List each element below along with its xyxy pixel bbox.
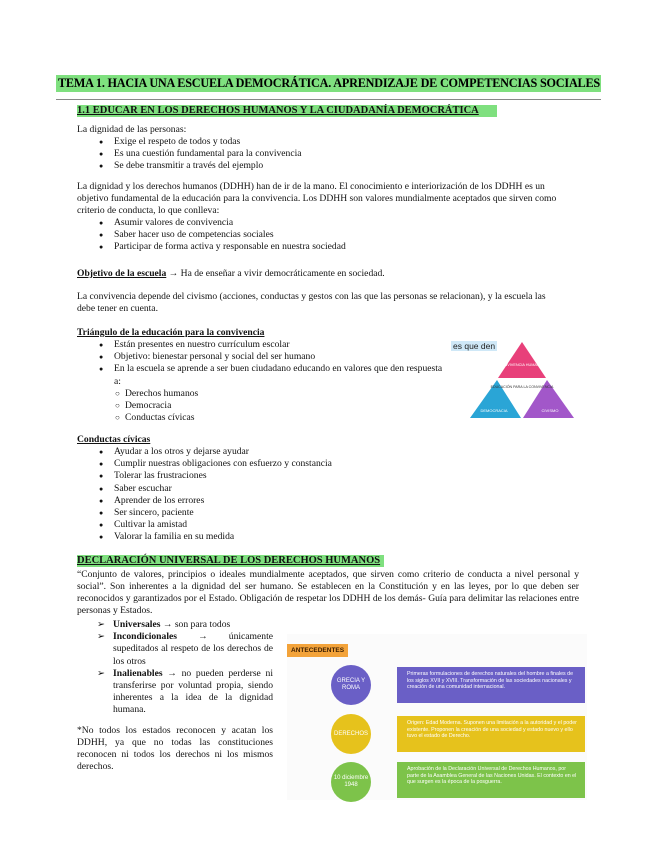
list-item: ○ Derechos humanos [115, 388, 447, 400]
list-item: ○ Conductas cívicas [115, 412, 447, 424]
list-item: ● Cumplir nuestras obligaciones con esfuerzo y constancia [99, 458, 477, 470]
list-item: ● Cultivar la amistad [99, 519, 477, 531]
convivencia-text: La convivencia depende del civismo (acciones, conductas y gestos con las que las personas se relacionan), y la escuela las debe tener en cuenta. [77, 291, 546, 314]
dignidad-block [77, 124, 577, 173]
timeline-box-derechos: Origen: Edad Moderna. Suponen una limitación a la autoridad y el poder existente. Proponen la creación de una sociedad y estado nuevo y ello tuvo el estado de Derecho. [397, 716, 585, 752]
list-item: ● Es una cuestión fundamental para la convivencia [99, 148, 577, 160]
list-item: ● Objetivo: bienestar personal y social del ser humano [99, 351, 447, 363]
list-item: ● Ser sincero, paciente [99, 507, 477, 519]
section-2-heading: DECLARACIÓN UNIVERSAL DE LOS DERECHOS HUMANOS [77, 555, 384, 567]
triangulo-list [99, 339, 447, 388]
dignidad-list [99, 136, 577, 173]
objetivo-label: Objetivo de la escuela [77, 268, 167, 279]
property-text: → son para todos [160, 619, 231, 630]
section-1-heading-block [77, 105, 497, 117]
timeline-circle-derechos: DERECHOS [331, 714, 371, 754]
arrow-bullet-icon: ➢ [97, 631, 106, 643]
list-item: ● Se debe transmitir a través del ejemplo [99, 160, 577, 172]
list-item: ● Valorar la familia en su medida [99, 531, 477, 543]
list-item: ○ Democracia [115, 400, 447, 412]
antecedentes-infographic [287, 634, 587, 800]
ddhh-paragraph: La dignidad y los derechos humanos (DDHH) han de ir de la mano. El conocimiento e interiorización de los DDHH es un objetivo fundamental de la educación para la convivencia. Los DDHH son valores mundialmente aceptados que sirven como criterio de conducta, lo que conlleva: [77, 181, 557, 216]
list-item: ● Aprender de los errores [99, 495, 477, 507]
timeline-box-1948: Aprobación de la Declaración Universal de Derechos Humanos, por parte de la Asamblea General de las Naciones Unidas. El contexto en el que surgen es la época de la posguerra. [397, 762, 585, 798]
list-item: ● Tolerar las frustraciones [99, 470, 477, 482]
list-item [97, 631, 273, 668]
list-item: ● Asumir valores de convivencia [99, 217, 577, 229]
list-item: ● Participar de forma activa y responsable en nuestra sociedad [99, 241, 577, 253]
triangle-caption-fragment: es que den [453, 341, 496, 351]
conductas-list [99, 446, 477, 544]
properties-list [97, 619, 273, 717]
objetivo-text: → Ha de enseñar a vivir democráticamente en sociedad. [166, 268, 385, 279]
section-1-heading: 1.1 EDUCAR EN LOS DERECHOS HUMANOS Y LA CIUDADANÍA DEMOCRÁTICA [77, 105, 497, 117]
declaracion-intro-block [77, 569, 579, 617]
ddhh-note: *No todos los estados reconocen y acatan los DDHH, ya que no todas las constituciones reconocen ni todos los derechos ni los mismos derechos. [77, 725, 273, 772]
conductas-block [77, 434, 477, 544]
arrow-bullet-icon: ➢ [97, 619, 106, 630]
declaracion-intro: “Conjunto de valores, principios o ideales mundialmente aceptados, que sirven como criterio de conducta a nivel personal y social”. Son inherentes a la dignidad del ser humano. Se establecen en la Constitución y en las leyes, por lo que deben ser reconocidos y garantizados por el Estado. Obligación de respetar los DDHH de los demás- Guía para delimitar las relaciones entre personas y Estados. [77, 569, 579, 616]
triangle-top-segment [498, 342, 546, 378]
triangle-top-label: CONVIVENCIA HUMANOS [498, 363, 546, 367]
triangulo-heading: Triángulo de la educación para la convivencia [77, 327, 265, 338]
list-item: ● En la escuela se aprende a ser buen ciudadano educando en valores que den respuesta a: [99, 363, 447, 387]
title-divider [56, 99, 601, 100]
list-item [97, 619, 273, 631]
page-title: TEMA 1. HACIA UNA ESCUELA DEMOCRÁTICA. APRENDIZAJE DE COMPETENCIAS SOCIALES [58, 76, 600, 90]
timeline-circle-grecia: GRECIA Y ROMA [331, 665, 371, 705]
ddhh-paragraph-block [77, 181, 577, 254]
list-item: ● Están presentes en nuestro currículum escolar [99, 339, 447, 351]
property-label: Universales [113, 619, 161, 630]
convivencia-block [77, 291, 555, 315]
triangle-left-label: DEMOCRACIA [480, 408, 508, 413]
dignidad-intro: La dignidad de las personas: [77, 124, 187, 135]
conductas-heading: Conductas cívicas [77, 434, 151, 445]
triangle-center-label: EDUCACIÓN PARA LA CONVIVENCIA [490, 385, 554, 389]
section-2-heading-block [77, 555, 384, 567]
convivencia-triangle-figure [466, 340, 578, 422]
triangle-right-label: CIVISMO [541, 408, 559, 413]
list-item: ● Saber escuchar [99, 483, 477, 495]
triangulo-sublist [115, 388, 447, 425]
arrow-bullet-icon: ➢ [97, 667, 106, 679]
timeline-circle-1948: 10 diciembre 1948 [331, 762, 371, 802]
note-block [77, 725, 273, 773]
property-text: → únicamente supeditados al respeto de los derechos de los otros [113, 631, 273, 667]
list-item: ● Ayudar a los otros y dejarse ayudar [99, 446, 477, 458]
objetivo-block [77, 268, 577, 280]
property-label: Incondicionales [113, 631, 177, 643]
list-item: ● Exige el respeto de todos y todas [99, 136, 577, 148]
list-item [97, 668, 273, 717]
property-text: → no pueden perderse ni transferirse por voluntad propia, siendo inherentes a la idea de la dignidad humana. [113, 667, 273, 716]
ddhh-properties-block [97, 619, 273, 717]
conlleva-list [99, 217, 577, 254]
timeline-box-grecia: Primeras formulaciones de derechos naturales del hombre a finales de los siglos XVII y XVIII. Transformación de las sociedades nacionales y creación de una comunidad internacional. [397, 667, 585, 703]
antecedentes-header: ANTECEDENTES [287, 644, 348, 657]
triangulo-block [77, 327, 447, 424]
list-item: ● Saber hacer uso de competencias sociales [99, 229, 577, 241]
property-label: Inalienables [113, 667, 163, 679]
